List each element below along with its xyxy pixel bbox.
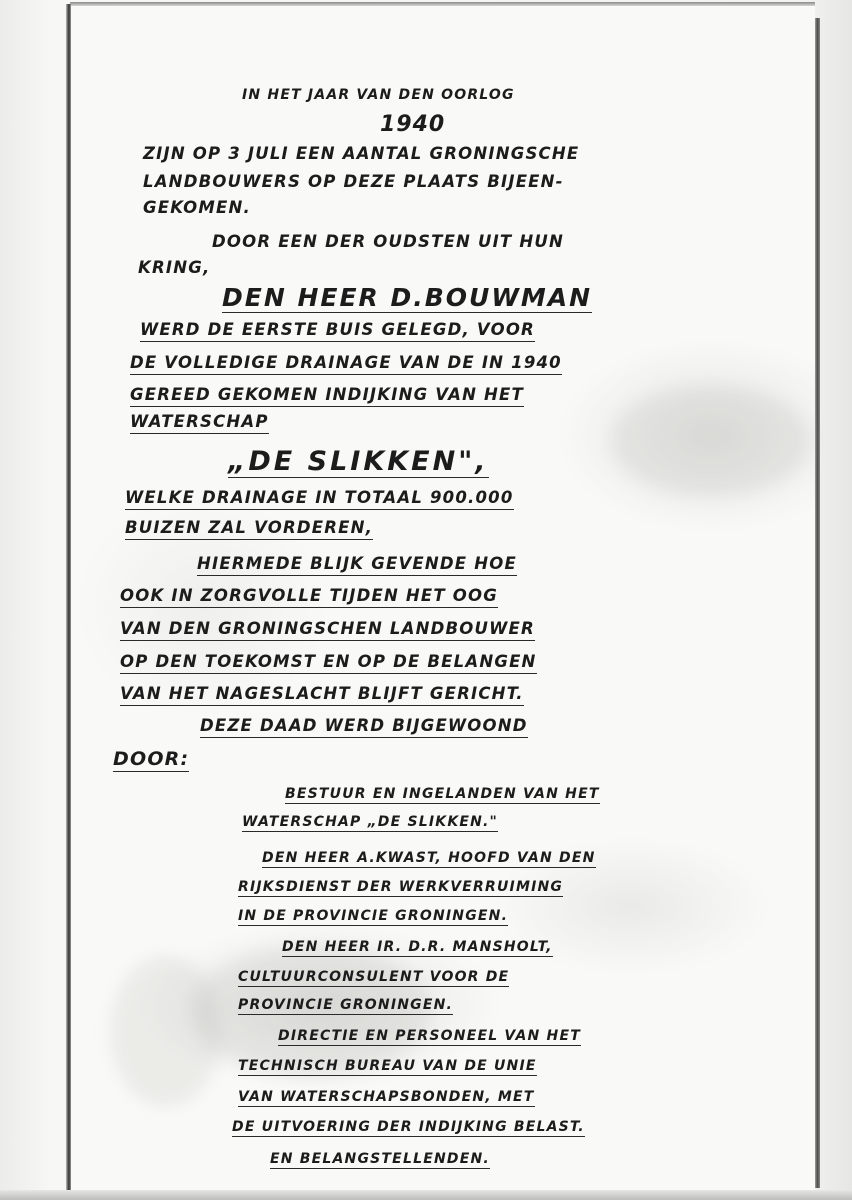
text-line: WATERSCHAP (130, 414, 269, 434)
attendee-line: WATERSCHAP „DE SLIKKEN." (242, 814, 499, 830)
text-line: ZIJN OP 3 JULI EEN AANTAL GRONINGSCHE (143, 144, 580, 163)
attendee-line: VAN WATERSCHAPSBONDEN, MET (238, 1089, 535, 1105)
attendee-line: RIJKSDIENST DER WERKVERRUIMING (238, 879, 564, 895)
attendee-line: DE UITVOERING DER INDIJKING BELAST. (232, 1119, 585, 1135)
attendee-line: PROVINCIE GRONINGEN. (238, 997, 454, 1013)
year-line: 1940 (380, 112, 446, 137)
sheet-right-edge (815, 18, 820, 1188)
text-line: GEREED GEKOMEN INDIJKING VAN HET (130, 387, 524, 407)
attendee-line: EN BELANGSTELLENDEN. (270, 1151, 490, 1167)
text-line: OP DEN TOEKOMST EN OP DE BELANGEN (120, 654, 537, 674)
text-line: GEKOMEN. (143, 198, 251, 217)
photo-bottom-edge (0, 1190, 852, 1200)
text-line: BUIZEN ZAL VORDEREN, (125, 520, 373, 540)
text-line: KRING, (138, 258, 211, 277)
text-line: DOOR EEN DER OUDSTEN UIT HUN (212, 232, 564, 251)
text-line: VAN DEN GRONINGSCHEN LANDBOUWER (120, 621, 535, 641)
attendee-line: DEN HEER IR. D.R. MANSHOLT, (282, 939, 553, 955)
text-line: VAN HET NAGESLACHT BLIJFT GERICHT. (120, 686, 524, 706)
text-line: DEZE DAAD WERD BIJGEWOOND (200, 718, 528, 738)
text-line: WERD DE EERSTE BUIS GELEGD, VOOR (140, 322, 535, 342)
attendee-line: DIRECTIE EN PERSONEEL VAN HET (278, 1028, 581, 1044)
attendee-line: DEN HEER A.KWAST, HOOFD VAN DEN (262, 850, 596, 866)
name-line-bouwman: DEN HEER D.BOUWMAN (222, 283, 593, 312)
name-line-de-slikken: „DE SLIKKEN", (228, 446, 489, 477)
paper-stain (111, 956, 221, 1106)
paper-stain (611, 386, 811, 496)
text-line: OOK IN ZORGVOLLE TIJDEN HET OOG (120, 588, 498, 608)
text-line: DE VOLLEDIGE DRAINAGE VAN DE IN 1940 (130, 355, 562, 375)
text-line: HIERMEDE BLIJK GEVENDE HOE (197, 556, 517, 576)
attendee-line: IN DE PROVINCIE GRONINGEN. (238, 908, 509, 924)
text-line-door: DOOR: (113, 748, 190, 770)
attendee-line: BESTUUR EN INGELANDEN VAN HET (285, 786, 600, 802)
heading-line: IN HET JAAR VAN DEN OORLOG (242, 87, 515, 103)
text-line: WELKE DRAINAGE IN TOTAAL 900.000 (125, 490, 514, 510)
text-line: LANDBOUWERS OP DEZE PLAATS BIJEEN- (143, 172, 564, 191)
attendee-line: TECHNISCH BUREAU VAN DE UNIE (238, 1058, 537, 1074)
attendee-line: CULTUURCONSULENT VOOR DE (238, 969, 510, 985)
